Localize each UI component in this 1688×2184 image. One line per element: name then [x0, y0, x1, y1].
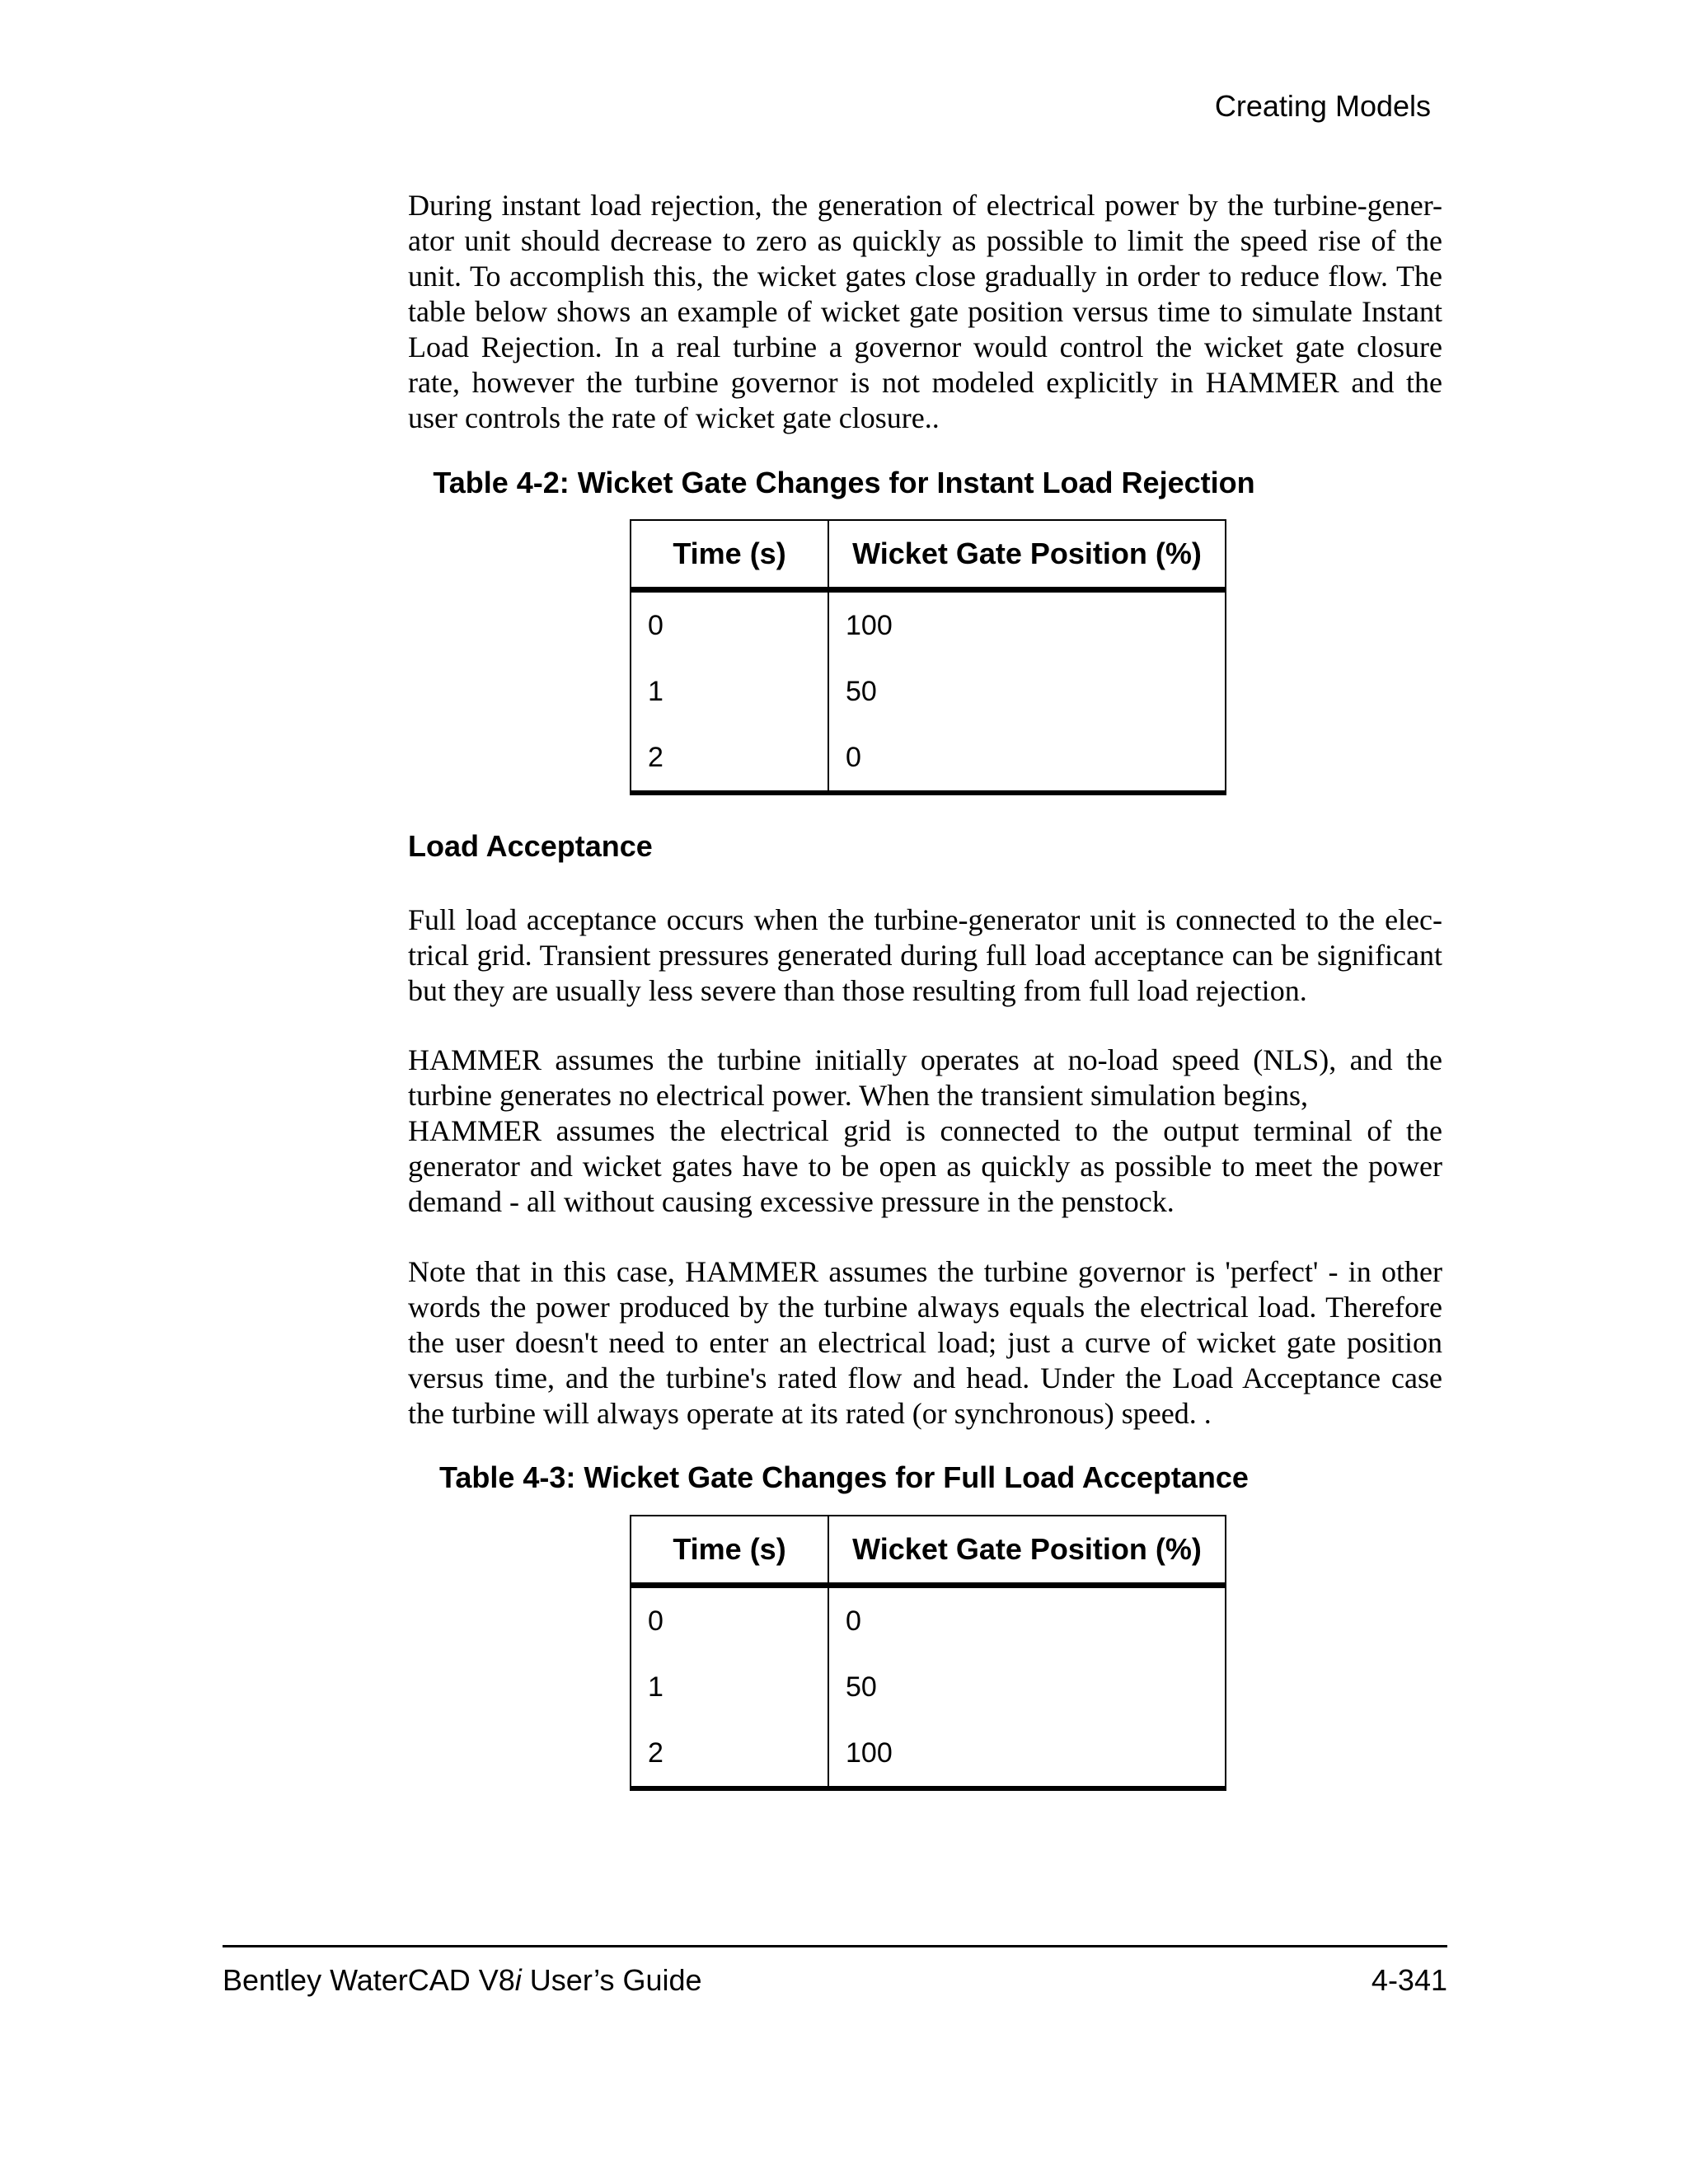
footer-guide-title [223, 1963, 702, 1998]
column-header-gate-position: Wicket Gate Position (%) [828, 520, 1226, 590]
cell-time: 1 [631, 658, 828, 724]
cell-time: 2 [631, 1720, 828, 1788]
column-header-time: Time (s) [631, 1516, 828, 1586]
text-line: trical grid. Transient pressures generated during full load acceptance can be significant [408, 939, 1442, 972]
cell-gate-position: 0 [828, 724, 1226, 793]
cell-time: 2 [631, 724, 828, 793]
cell-gate-position: 50 [828, 658, 1226, 724]
table-header-row [631, 520, 1226, 590]
table-row [631, 590, 1226, 659]
text-line: unit. To accomplish this, the wicket gates close gradually in order to reduce flow. The [408, 260, 1442, 293]
cell-time: 0 [631, 1586, 828, 1655]
text-line: HAMMER assumes the electrical grid is connected to the output terminal of the [408, 1114, 1442, 1147]
table-caption-4-2: Table 4-2: Wicket Gate Changes for Instant Load Rejection [433, 466, 1255, 499]
paragraph-hammer-assumes [408, 1043, 1442, 1220]
guide-title-prefix: Bentley WaterCAD V8 [223, 1963, 515, 1997]
text-line: turbine generates no electrical power. When the transient simulation begins, [408, 1079, 1308, 1112]
text-line: HAMMER assumes the turbine initially operates at no-load speed (NLS), and the [408, 1043, 1442, 1076]
running-header: Creating Models [1214, 89, 1431, 123]
paragraph-full-load-acceptance [408, 902, 1442, 1009]
text-line: user controls the rate of wicket gate closure.. [408, 401, 940, 434]
guide-title-suffix: User’s Guide [521, 1963, 702, 1997]
text-line: demand - all without causing excessive pressure in the penstock. [408, 1185, 1175, 1218]
table-instant-load-rejection [630, 519, 1226, 795]
text-line: Load Rejection. In a real turbine a governor would control the wicket gate closure [408, 330, 1442, 363]
column-header-gate-position: Wicket Gate Position (%) [828, 1516, 1226, 1586]
text-line: the user doesn't need to enter an electrical load; just a curve of wicket gate position [408, 1326, 1442, 1359]
paragraph-instant-load-rejection [408, 188, 1442, 436]
table-row [631, 1586, 1226, 1655]
page-number: 4-341 [1371, 1963, 1447, 1997]
text-line: Note that in this case, HAMMER assumes the turbine governor is 'perfect' - in other [408, 1255, 1442, 1288]
cell-gate-position: 100 [828, 590, 1226, 659]
text-line: Full load acceptance occurs when the turbine-generator unit is connected to the elec- [408, 903, 1442, 936]
column-header-time: Time (s) [631, 520, 828, 590]
text-line: words the power produced by the turbine always equals the electrical load. Therefore [408, 1291, 1442, 1324]
cell-gate-position: 0 [828, 1586, 1226, 1655]
text-line: generator and wicket gates have to be open as quickly as possible to meet the power [408, 1150, 1442, 1183]
table-row [631, 1654, 1226, 1720]
cell-time: 1 [631, 1654, 828, 1720]
table-row [631, 724, 1226, 793]
text-line: ator unit should decrease to zero as quickly as possible to limit the speed rise of the [408, 224, 1442, 257]
cell-gate-position: 100 [828, 1720, 1226, 1788]
paragraph-governor-note [408, 1254, 1442, 1432]
table-row [631, 1720, 1226, 1788]
table-full-load-acceptance [630, 1515, 1226, 1791]
table-header-row [631, 1516, 1226, 1586]
text-line: but they are usually less severe than those resulting from full load rejection. [408, 974, 1307, 1007]
text-line: table below shows an example of wicket gate position versus time to simulate Instant [408, 295, 1442, 328]
table-caption-4-3: Table 4-3: Wicket Gate Changes for Full Load Acceptance [439, 1460, 1249, 1494]
footer-divider [223, 1945, 1447, 1947]
table-row [631, 658, 1226, 724]
cell-time: 0 [631, 590, 828, 659]
text-line: During instant load rejection, the generation of electrical power by the turbine-gener- [408, 189, 1442, 222]
cell-gate-position: 50 [828, 1654, 1226, 1720]
text-line: rate, however the turbine governor is not modeled explicitly in HAMMER and the [408, 366, 1442, 399]
guide-title-italic: i [514, 1963, 522, 1997]
text-line: the turbine will always operate at its rated (or synchronous) speed. . [408, 1397, 1212, 1430]
text-line: versus time, and the turbine's rated flow and head. Under the Load Acceptance case [408, 1361, 1442, 1394]
section-heading-load-acceptance: Load Acceptance [408, 829, 653, 863]
